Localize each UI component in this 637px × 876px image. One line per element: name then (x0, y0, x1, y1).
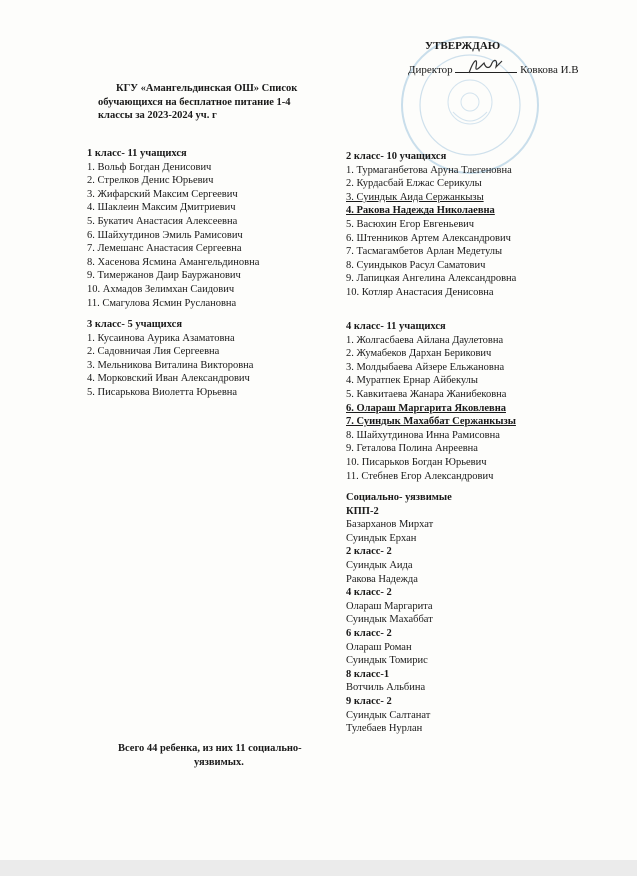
group-label: 4 класс- 2 (346, 587, 392, 599)
list-item: 11. Смагулова Ясмин Руслановна (87, 297, 237, 309)
list-item: 2. Курдасбай Елжас Серикулы (346, 178, 482, 190)
list-item: 2. Стрелков Денис Юрьевич (87, 175, 214, 187)
list-item: 1. Жолгасбаева Айлана Даулетовна (346, 334, 504, 346)
list-item: 5. Писарькова Виолетта Юрьевна (87, 386, 238, 398)
group-label: 6 класс- 2 (346, 627, 392, 639)
heading-line-2: обучающихся на бесплатное питание 1-4 (98, 96, 291, 108)
grade3-title: 3 класс- 5 учащихся (87, 319, 183, 330)
list-item: 11. Стебнев Егор Александрович (346, 470, 494, 482)
list-item: 8. Шайхутдинова Инна Рамисовна (346, 429, 500, 441)
list-item-highlighted: 6. Олараш Маргарита Яковлевна (346, 402, 506, 414)
scan-bottom-edge (0, 860, 637, 876)
list-item: Вотчиль Альбина (346, 682, 426, 694)
list-item: 5. Букатич Анастасия Алексеевна (87, 215, 238, 227)
list-item: 2. Садовничая Лия Сергеевна (87, 346, 220, 358)
list-item: 9. Геталова Полина Анреевна (346, 443, 478, 455)
heading-line-1: КГУ «Амангельдинская ОШ» Список (116, 83, 298, 94)
list-item: 4. Шаклеин Максим Дмитриевич (87, 202, 236, 214)
list-item: Суиндык Махаббат (346, 614, 433, 626)
list-item: Олараш Маргарита (346, 600, 433, 612)
list-item: 8. Суиндыков Расул Саматович (346, 259, 486, 271)
grade2-title: 2 класс- 10 учащихся (346, 151, 447, 162)
list-item: 10. Ахмадов Зелимхан Саидович (87, 283, 235, 295)
list-item: 9. Тимержанов Даир Бауржанович (87, 270, 241, 282)
approval-title: УТВЕРЖДАЮ (425, 40, 501, 52)
vulnerable-title: Социально- уязвимые (346, 492, 452, 503)
list-item-highlighted: 3. Суиндык Аида Сержанкызы (346, 191, 484, 203)
list-item: 5. Кавкитаева Жанара Жанибековна (346, 388, 507, 400)
grade3-list (87, 318, 327, 400)
list-item: 10. Котляр Анастасия Денисовна (346, 286, 494, 298)
group-label: 2 класс- 2 (346, 546, 392, 558)
list-item: 6. Штенников Артем Александрович (346, 232, 511, 244)
list-item: Ракова Надежда (346, 573, 418, 585)
document-heading (98, 82, 328, 123)
vulnerable-list (346, 491, 586, 736)
list-item: 7. Лемешанс Анастасия Сергеевна (87, 243, 242, 255)
total-summary (118, 742, 302, 769)
list-item: 3. Жифарский Максим Сергеевич (87, 188, 238, 200)
list-item: 1. Кусаинова Аурика Азаматовна (87, 332, 235, 344)
list-item: 10. Писарьков Богдан Юрьевич (346, 456, 487, 468)
grade1-title: 1 класс- 11 учащихся (87, 148, 187, 159)
grade4-title: 4 класс- 11 учащихся (346, 321, 446, 332)
list-item: Олараш Роман (346, 641, 412, 653)
list-item: 5. Васюхин Егор Евгеньевич (346, 218, 475, 230)
list-item: Базарханов Мирхат (346, 519, 434, 531)
group-label: КПП-2 (346, 505, 379, 517)
grade4-list (346, 320, 586, 483)
group-label: 8 класс-1 (346, 668, 390, 680)
list-item: Суиндык Аида (346, 559, 413, 571)
grade2-list (346, 150, 586, 300)
list-item: 4. Морковский Иван Александрович (87, 373, 250, 385)
grade1-list (87, 147, 327, 310)
list-item-highlighted: 4. Ракова Надежда Николаевна (346, 205, 495, 217)
list-item: 3. Молдыбаева Айзере Ельжановна (346, 361, 505, 373)
list-item: Суиндык Ерхан (346, 532, 417, 544)
list-item: 7. Тасмагамбетов Арлан Медетулы (346, 246, 503, 258)
list-item: 3. Мельникова Виталина Викторовна (87, 359, 254, 371)
list-item: 6. Шайхутдинов Эмиль Рамисович (87, 229, 243, 241)
director-signature (466, 55, 506, 77)
list-item: 1. Вольф Богдан Денисович (87, 161, 212, 173)
list-item: 2. Жумабеков Дархан Берикович (346, 348, 492, 360)
list-item: 9. Лапицкая Ангелина Александровна (346, 273, 517, 285)
list-item: Суиндык Салтанат (346, 709, 431, 721)
list-item: 1. Турмаганбетова Аруна Тлегеновна (346, 164, 512, 176)
director-position: Директор (408, 64, 453, 76)
list-item-highlighted: 7. Суиндык Махаббат Сержанкызы (346, 416, 516, 428)
heading-line-3: классы за 2023-2024 уч. г (98, 110, 217, 122)
list-item: 8. Хасенова Ясмина Амангельдиновна (87, 256, 260, 268)
total-line-2: уязвимых. (194, 756, 244, 768)
list-item: 4. Муратпек Ернар Айбекулы (346, 375, 478, 387)
total-line-1: Всего 44 ребенка, из них 11 социально- (118, 743, 302, 754)
director-name: Ковкова И.В (520, 64, 579, 76)
list-item: Тулебаев Нурлан (346, 723, 423, 735)
group-label: 9 класс- 2 (346, 695, 392, 707)
list-item: Суиндык Томирис (346, 655, 428, 667)
